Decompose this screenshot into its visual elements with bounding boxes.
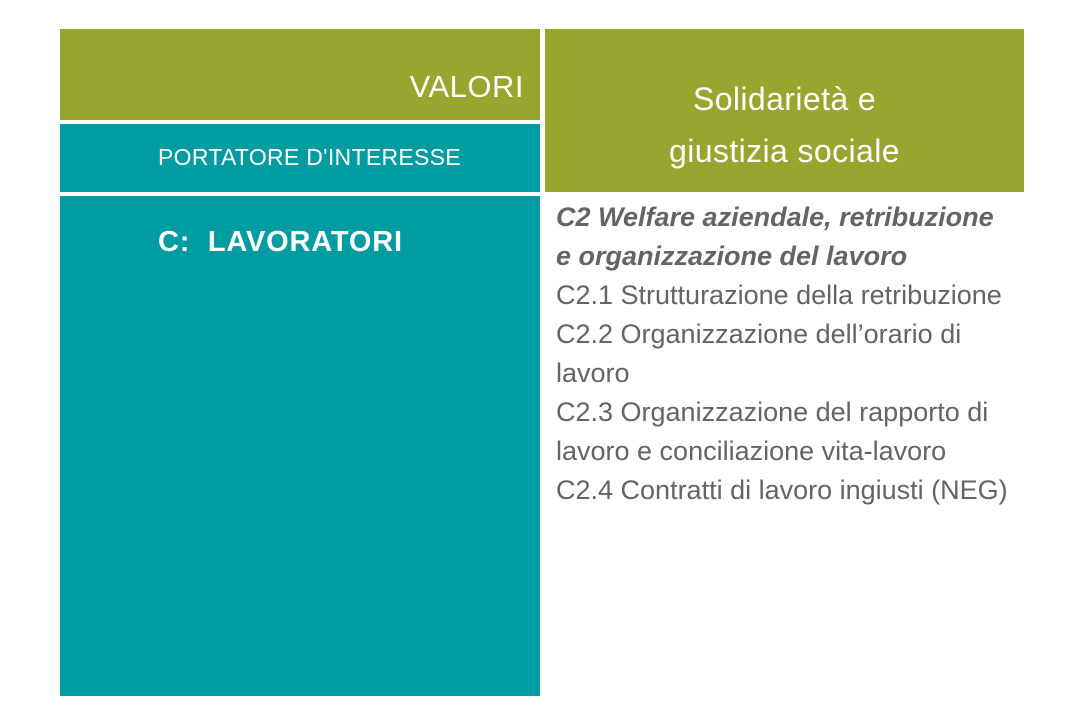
stakeholder-header-cell	[60, 124, 540, 192]
criterion-subitem: C2.2 Organizzazione dell’orario di lavoro	[556, 319, 962, 388]
value-header-line-1: Solidarietà e	[692, 81, 877, 117]
value-header-line-2: giustizia sociale	[669, 133, 900, 169]
value-column-header-cell	[545, 29, 1024, 192]
criterion-subitem: C2.4 Contratti di lavoro ingiusti (NEG)	[556, 475, 1008, 505]
stakeholder-row-cell	[60, 196, 540, 696]
criterion-subitem: C2.3 Organizzazione del rapporto di lavoro e conciliazione vita-lavoro	[556, 397, 989, 466]
criteria-cell	[556, 198, 1026, 678]
values-header-label: VALORI	[409, 69, 524, 104]
stakeholder-name: C: LAVORATORI	[158, 226, 403, 258]
criterion-title: C2 Welfare aziendale, retribuzione e organizzazione del lavoro	[556, 202, 994, 271]
criterion-subitem: C2.1 Strutturazione della retribuzione	[556, 280, 1002, 310]
values-header-cell	[60, 29, 540, 120]
value-column-header	[545, 73, 1024, 177]
stakeholder-header-label: PORTATORE D'INTERESSE	[158, 144, 461, 170]
